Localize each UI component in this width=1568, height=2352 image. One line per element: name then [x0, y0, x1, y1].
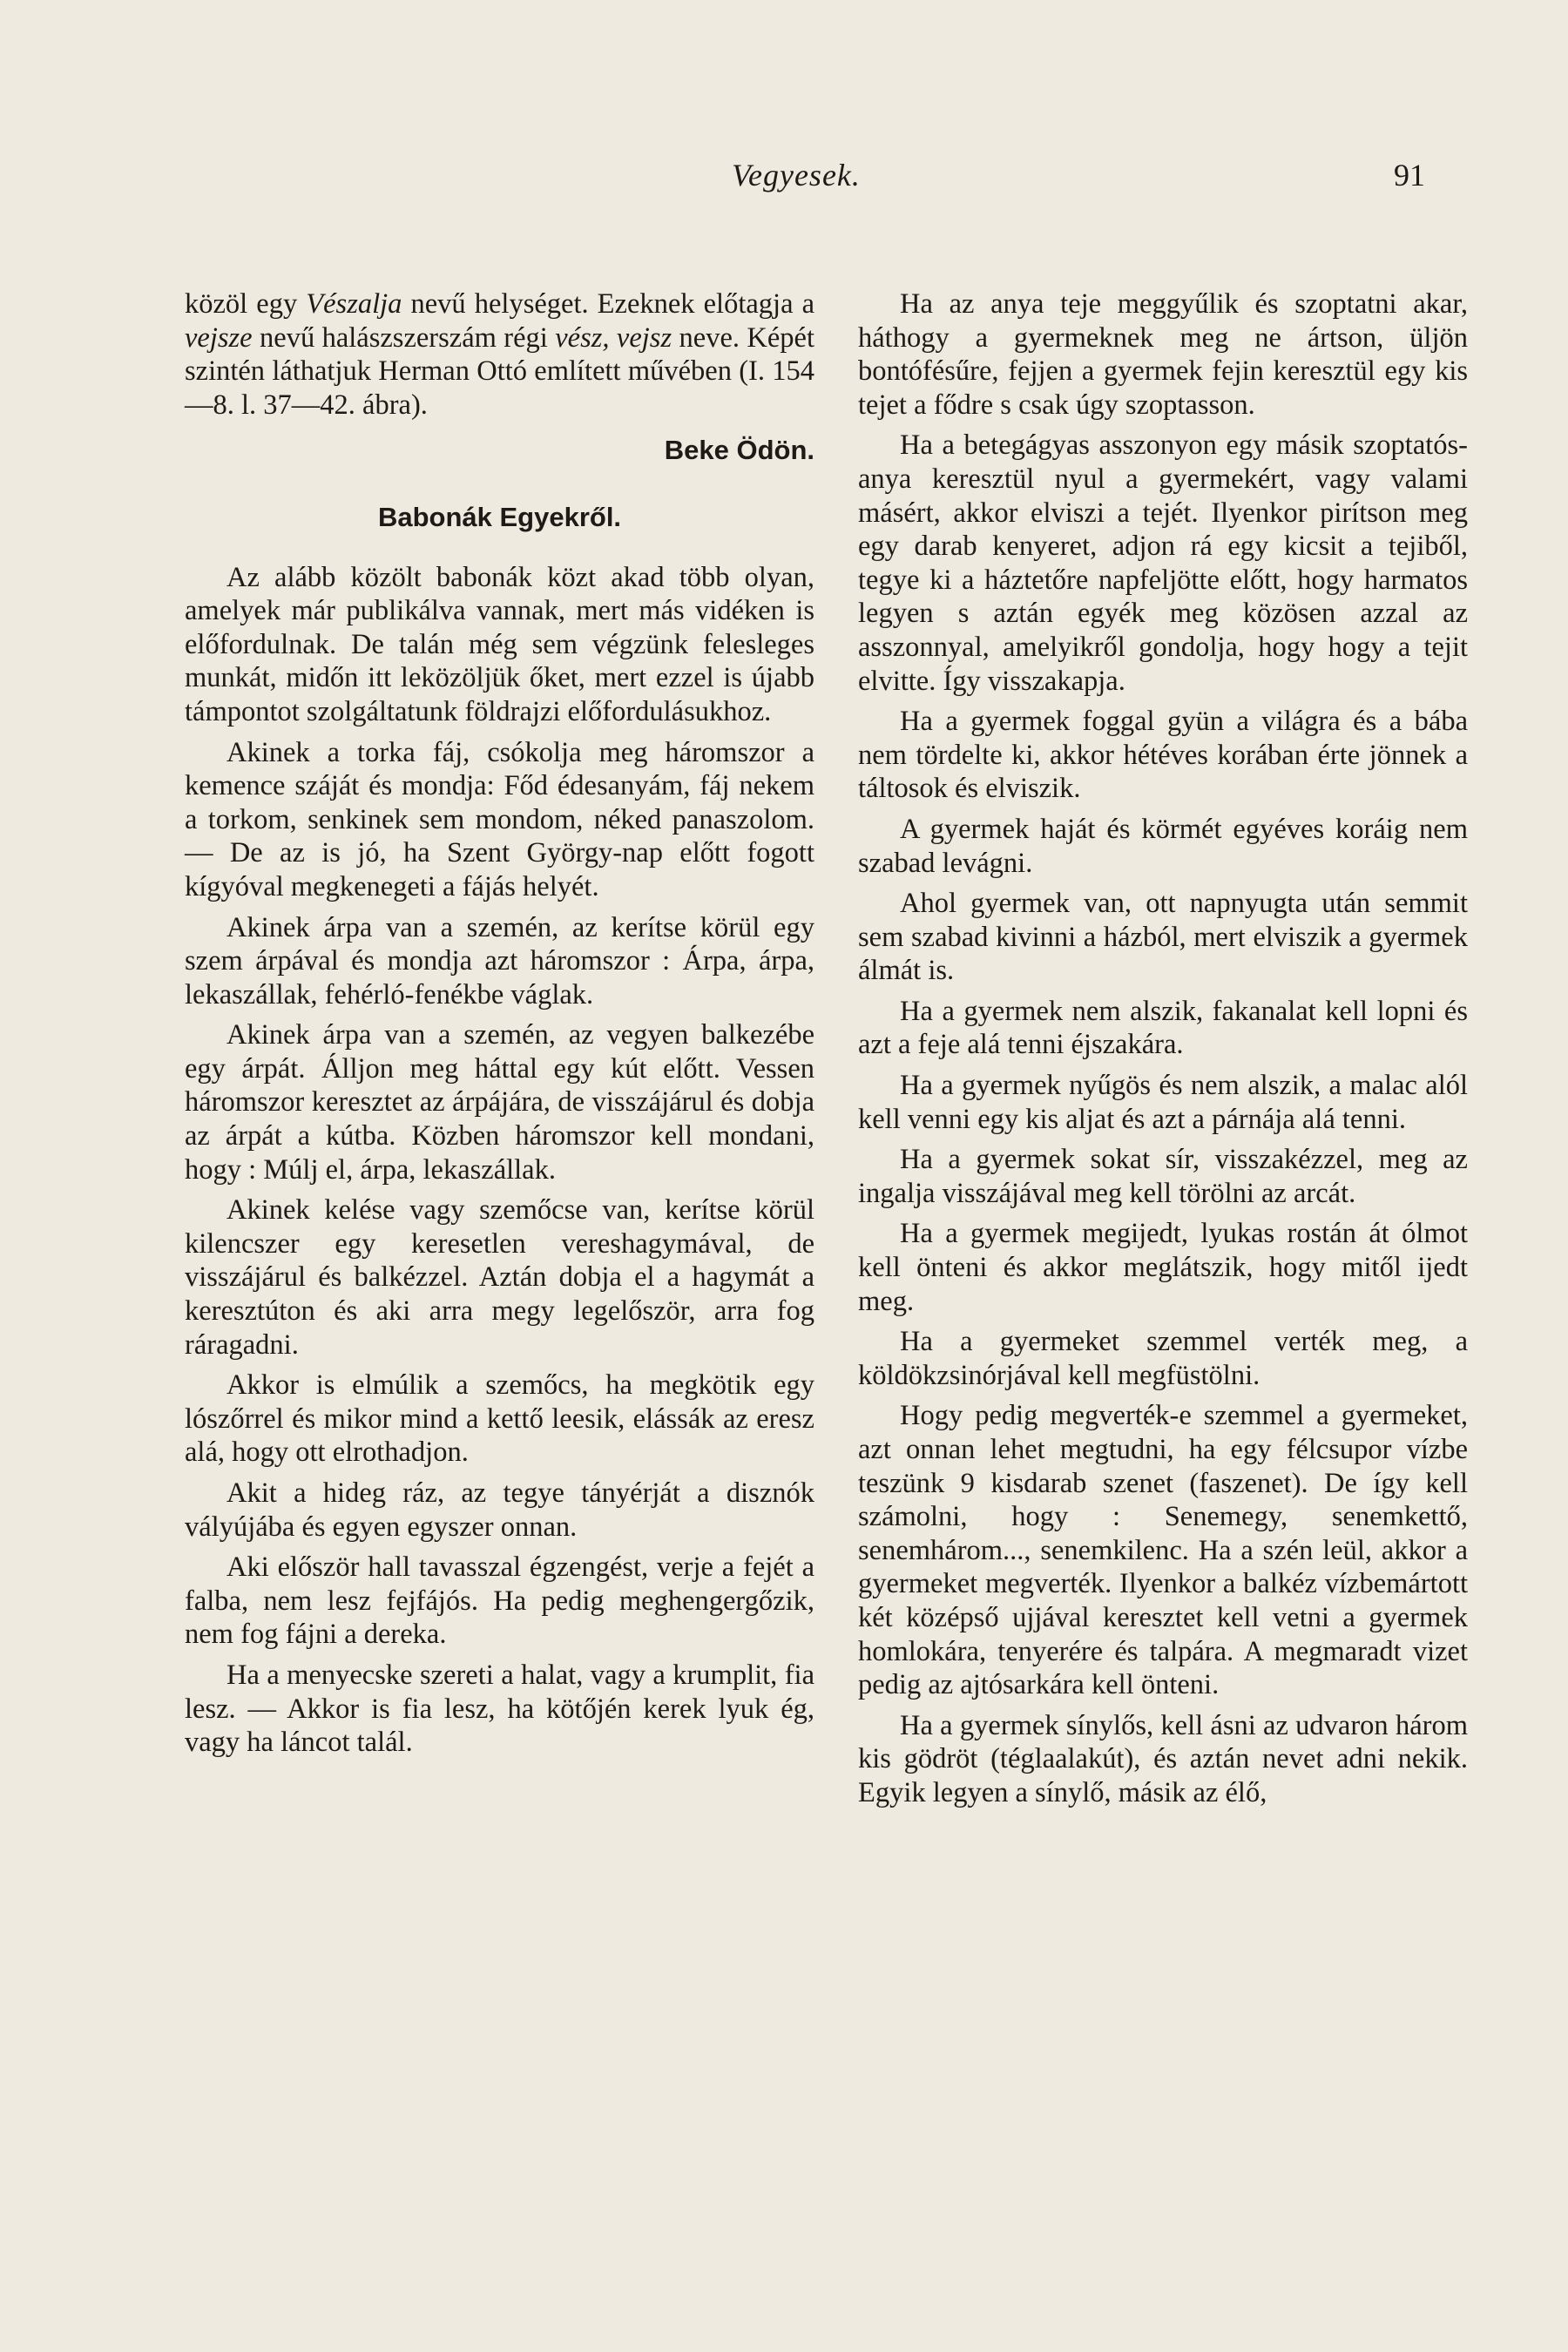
right-column	[858, 287, 1468, 1817]
paragraph: Ahol gyermek van, ott napnyugta után semmit sem szabad kivinni a házból, mert elviszik a gyermek álmát is.	[858, 888, 1468, 987]
author-signature: Beke Ödön.	[664, 435, 814, 466]
paragraph: Ha a menyecske szereti a halat, vagy a krumplit, fia lesz. — Akkor is fia lesz, ha kötőjén kerek lyuk ég, vagy ha láncot talál.	[185, 1659, 814, 1759]
paragraph: Akinek árpa van a szemén, az vegyen balkezébe egy árpát. Álljon meg háttal egy kút előtt. Vessen háromszor keresztet az árpájára, de visszájárul és dobja az árpát a kútba. Közben háromszor kell mondani, hogy : Múlj el, árpa, lekaszállak.	[185, 1019, 814, 1186]
section-title: Babonák Egyekről.	[377, 501, 622, 532]
paragraph: Ha a gyermek sokat sír, visszakézzel, meg az ingalja visszájával meg kell törölni az arcát.	[858, 1144, 1468, 1209]
paragraph: Ha a gyermeket szemmel verték meg, a köldökzsinórjával kell megfüstölni.	[858, 1326, 1468, 1391]
intro-text-4: neve. Képét szintén láthatjuk Herman Ottó említett művében (I. 154—8. l. 37—42. ábra).	[185, 321, 814, 421]
intro-text-3: nevű halászszerszám régi	[252, 321, 556, 354]
paragraph: Ha a betegágyas asszonyon egy másik szoptatós-anya keresztül nyul a gyermekért, vagy valami másért, akkor elviszi a tejét. Ilyenkor pirítson meg egy darab kenyeret, adjon rá egy kicsit a tejiből, tegye ki a háztetőre napfeljötte előtt, hogy harmatos legyen s aztán egyék meg közösen azzal az asszonnyal, amelyikről gondolja, hogy hogy a tejit elvitte. Így visszakapja.	[858, 429, 1468, 697]
paragraph: Aki először hall tavasszal égzengést, verje a fejét a falba, nem lesz fejfájós. Ha pedig meghengergőzik, nem fog fájni a dereka.	[185, 1551, 814, 1651]
paragraph: Ha a gyermek sínylős, kell ásni az udvaron három kis gödröt (téglaalakút), és aztán nevet adni nekik. Egyik legyen a sínylő, másik az élő,	[858, 1709, 1468, 1808]
paragraph: Hogy pedig megverték-e szemmel a gyermeket, azt onnan lehet megtudni, ha egy félcsupor vízbe teszünk 9 kisdarab szenet (faszenet). De így kell számolni, hogy : Senemegy, senemkettő, senemhárom..., senemkilenc. Ha a szén leül, akkor a gyermeket megverték. Ilyenkor a balkéz vízbemártott két középső ujjával keresztet kell vetni a gyermek homlokára, tenyerére és talpára. A megmaradt vizet pedig az ajtósarkára kell önteni.	[858, 1400, 1468, 1701]
paragraph: Akinek a torka fáj, csókolja meg háromszor a kemence száját és mondja: Főd édesanyám, fáj nekem a torkom, senkinek sem mondom, néked panaszolom. — De az is jó, ha Szent György-nap előtt fogott kígyóval megkenegeti a fájás helyét.	[185, 736, 814, 902]
word-vejsze-italic: vejsze	[185, 321, 253, 354]
left-column	[185, 287, 814, 1767]
paragraph: Ha a gyermek nyűgös és nem alszik, a malac alól kell venni egy kis aljat és azt a párnája alá tenni.	[858, 1070, 1468, 1135]
paragraph: Ha a gyermek nem alszik, fakanalat kell lopni és azt a feje alá tenni éjszakára.	[858, 995, 1468, 1061]
place-name-italic: Vészalja	[306, 288, 402, 320]
paragraph: Ha az anya teje meggyűlik és szoptatni akar, háthogy a gyermeknek meg ne ártson, üljön bontófésűre, fejjen a gyermek fejin keresztül egy kis tejet a fődre s csak úgy szoptasson.	[858, 288, 1468, 421]
running-header-title: Vegyesek.	[732, 158, 861, 193]
intro-text-1: közöl egy	[185, 288, 307, 320]
page-number: 91	[1394, 158, 1425, 193]
intro-paragraph	[185, 287, 814, 422]
paragraph: Az alább közölt babonák közt akad több olyan, amelyek már publikálva vannak, mert más vidéken is előfordulnak. De talán még sem végzünk felesleges munkát, midőn itt leközöljük őket, mert ezzel is újabb támpontot szolgáltatunk földrajzi előfordulásukhoz.	[185, 561, 814, 727]
paragraph: Ha a gyermek foggal gyün a világra és a bába nem tördelte ki, akkor hétéves korában érte jönnek a táltosok és elviszik.	[858, 706, 1468, 805]
paragraph: A gyermek haját és körmét egyéves koráig nem szabad levágni.	[858, 813, 1468, 879]
paragraph: Akit a hideg ráz, az tegye tányérját a disznók vályújába és egyen egyszer onnan.	[185, 1477, 814, 1543]
paragraph: Akinek kelése vagy szemőcse van, kerítse körül kilencszer egy keresetlen vereshagymával, de visszájárul és balkézzel. Aztán dobja el a hagymát a keresztúton és aki arra megy legelőször, arra fog ráragadni.	[185, 1194, 814, 1361]
intro-text-2: nevű helységet. Ezeknek előtagja a	[402, 288, 814, 320]
paragraph: Ha a gyermek megijedt, lyukas rostán át ólmot kell önteni és akkor meglátszik, hogy mitől ijedt meg.	[858, 1218, 1468, 1317]
word-vesz-italic: vész, vejsz	[555, 321, 672, 354]
paragraph: Akinek árpa van a szemén, az kerítse körül egy szem árpával és mondja azt háromszor : Árpa, árpa, lekaszállak, fehérló-fenékbe váglak.	[185, 911, 814, 1010]
paragraph: Akkor is elmúlik a szemőcs, ha megkötik egy lószőrrel és mikor mind a kettő leesik, elássák az eresz alá, hogy ott elrothadjon.	[185, 1369, 814, 1469]
